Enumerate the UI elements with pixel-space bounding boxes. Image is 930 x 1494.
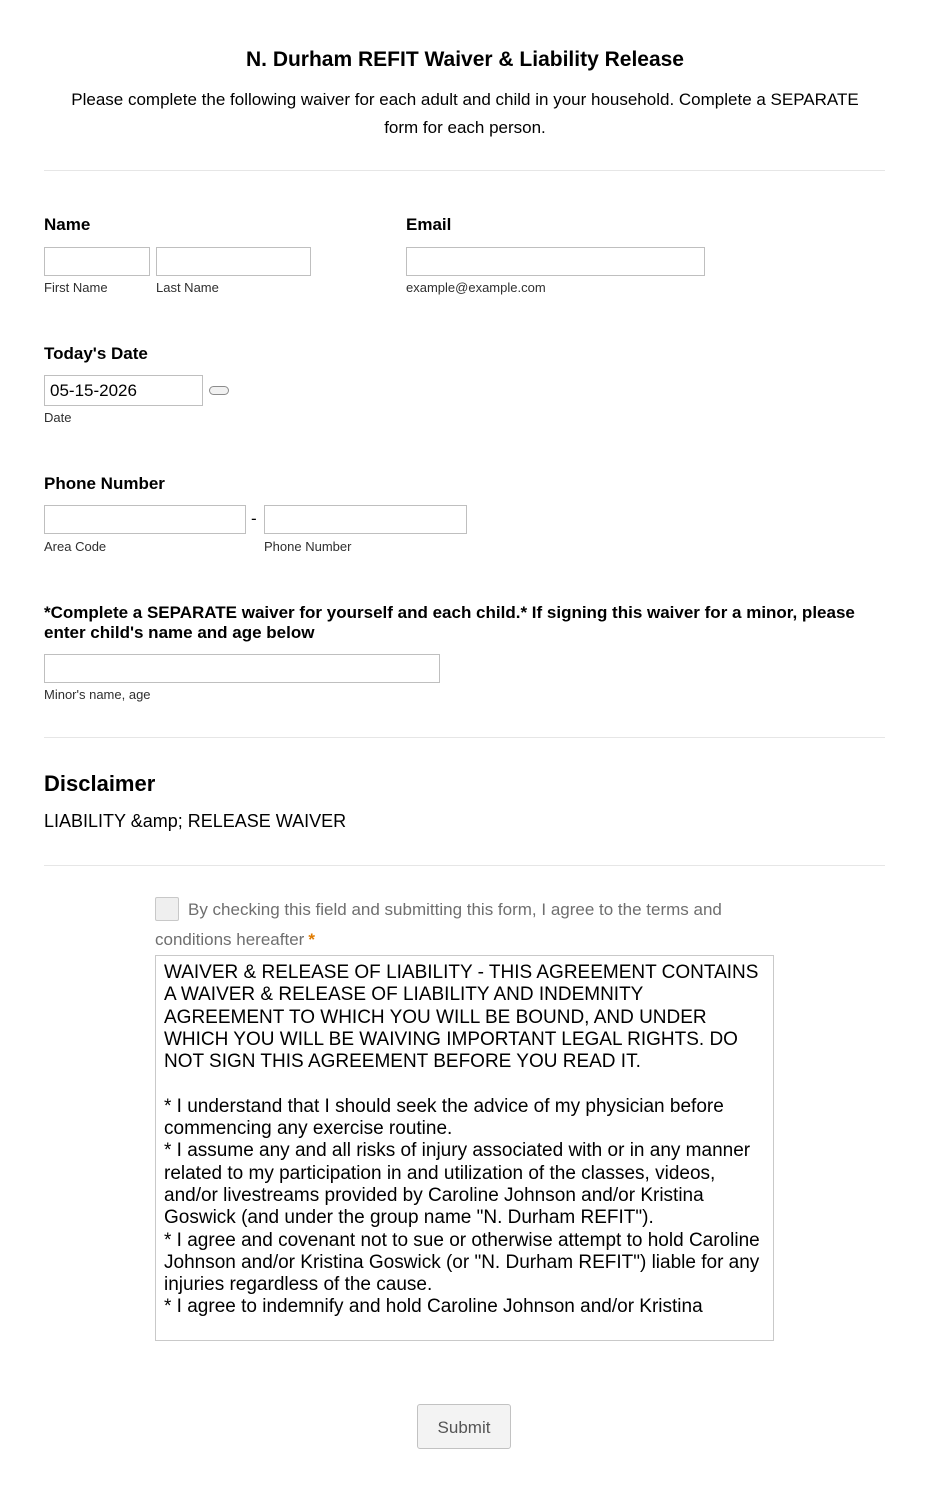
name-label: Name [44,215,91,234]
first-name-input[interactable] [44,247,150,276]
phone-number-sublabel: Phone Number [264,539,352,554]
calendar-icon[interactable] [209,386,229,395]
last-name-input[interactable] [156,247,311,276]
disclaimer-heading: Disclaimer [44,771,156,796]
phone-label: Phone Number [44,474,165,493]
consent-text: By checking this field and submitting this form, I agree to the terms and conditions hereafter [155,900,722,949]
date-sublabel: Date [44,410,72,425]
last-name-sublabel: Last Name [156,280,219,295]
area-code-input[interactable] [44,505,246,534]
consent-label [155,895,795,955]
submit-button[interactable]: Submit [417,1404,511,1449]
date-input[interactable] [44,375,203,406]
first-name-sublabel: First Name [44,280,108,295]
divider [44,170,885,171]
email-sublabel: example@example.com [406,280,546,295]
area-code-sublabel: Area Code [44,539,107,554]
phone-separator: - [251,509,257,528]
phone-number-input[interactable] [264,505,467,534]
disclaimer-text: LIABILITY &amp; RELEASE WAIVER [44,811,347,831]
email-label: Email [406,215,452,234]
divider [44,737,885,738]
form-subtitle: Please complete the following waiver for each adult and child in your household. Complete a SEPARATE form for each person. [71,90,859,137]
minor-sublabel: Minor's name, age [44,687,151,702]
email-input[interactable] [406,247,705,276]
terms-textbox[interactable]: WAIVER & RELEASE OF LIABILITY - THIS AGREEMENT CONTAINS A WAIVER & RELEASE OF LIABILITY AND INDEMNITY AGREEMENT TO WHICH YOU WILL BE BOUND, AND UNDER WHICH YOU WILL BE WAIVING IMPORTANT LEGAL RIGHTS. DO NOT SIGN THIS AGREEMENT BEFORE YOU READ IT. * I understand that I should seek the advice of my physician before commencing any exercise routine. * I assume any and all risks of injury associated with or in any manner related to my participation in and utilization of the classes, videos, and/or livestreams provided by Caroline Johnson and/or Kristina Goswick (and under the group name "N. Durham REFIT"). * I agree and covenant not to sue or otherwise attempt to hold Caroline Johnson and/or Kristina Goswick (or "N. Durham REFIT") liable for any injuries regardless of the cause. * I agree to indemnify and hold Caroline Johnson and/or Kristina [155,955,774,1341]
divider [44,865,885,866]
minor-label: *Complete a SEPARATE waiver for yourself and each child.* If signing this waiver for a minor, please enter child's name and age below [44,603,855,642]
form-title: N. Durham REFIT Waiver & Liability Release [245,48,684,71]
required-mark: * [308,930,315,949]
date-label: Today's Date [44,344,148,363]
minor-name-age-input[interactable] [44,654,440,683]
